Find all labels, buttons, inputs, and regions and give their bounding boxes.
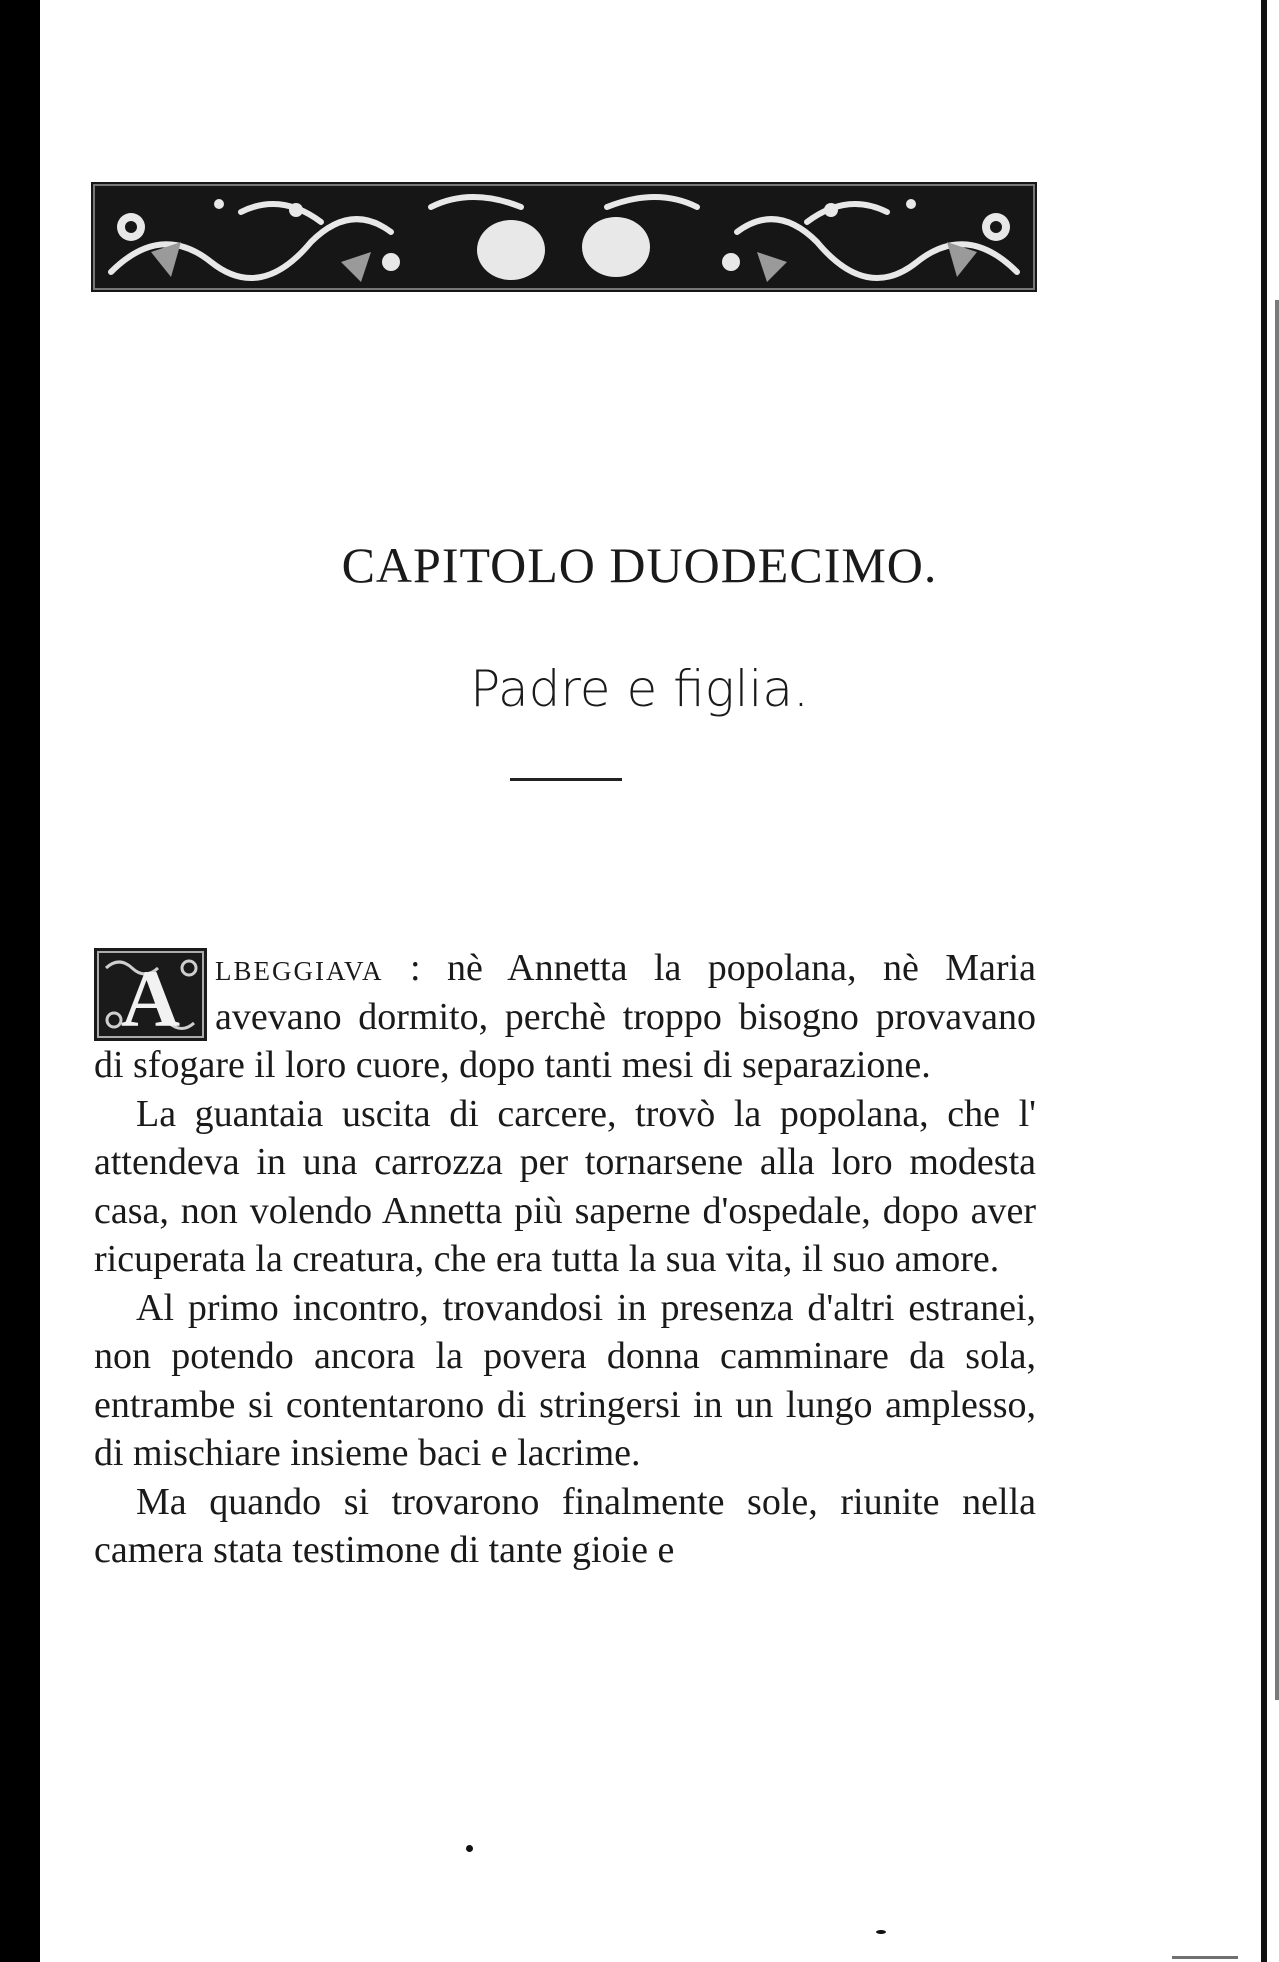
paragraph-4: Ma quando si trovarono finalmente sole, riunite nella camera stata testimone di tante gioie e xyxy=(94,1480,1036,1571)
paragraph-opening xyxy=(94,944,1036,1090)
dropcap-letter: A xyxy=(120,953,181,1041)
chapter-title: Padre e figlia. xyxy=(470,660,809,718)
opening-text: : nè Annetta la popolana, nè Maria avevano dormito, perchè troppo bisogno provavano di sfogare il loro cuore, dopo tanti mesi di separazione. xyxy=(94,947,1036,1086)
chapter-heading: CAPITOLO DUODECIMO. xyxy=(341,537,938,593)
scan-speck xyxy=(876,1930,886,1934)
scan-margin-right xyxy=(1261,0,1267,1962)
scan-margin-right-shadow xyxy=(1275,300,1279,1700)
opening-word: lbeggiava xyxy=(215,947,384,989)
decorative-initial xyxy=(94,948,207,1041)
ornamental-headpiece xyxy=(91,182,1037,292)
scan-margin-left xyxy=(0,0,40,1962)
scan-speck xyxy=(466,1845,473,1852)
paragraph-3: Al primo incontro, trovandosi in presenza d'altri estranei, non potendo ancora la povera donna camminare da sola, entrambe si contentarono di stringersi in un lungo amplesso, di mischiare insieme baci e lacrime. xyxy=(94,1286,1036,1474)
chapter-body xyxy=(94,944,1036,1575)
paragraph-2: La guantaia uscita di carcere, trovò la popolana, che l' attendeva in una carrozza per tornarsene alla loro modesta casa, non volendo Annetta più saperne d'ospedale, dopo aver ricuperata la creatura, che era tutta la sua vita, il suo amore. xyxy=(94,1092,1036,1280)
scan-speck xyxy=(1172,1956,1238,1959)
title-rule xyxy=(510,778,622,781)
